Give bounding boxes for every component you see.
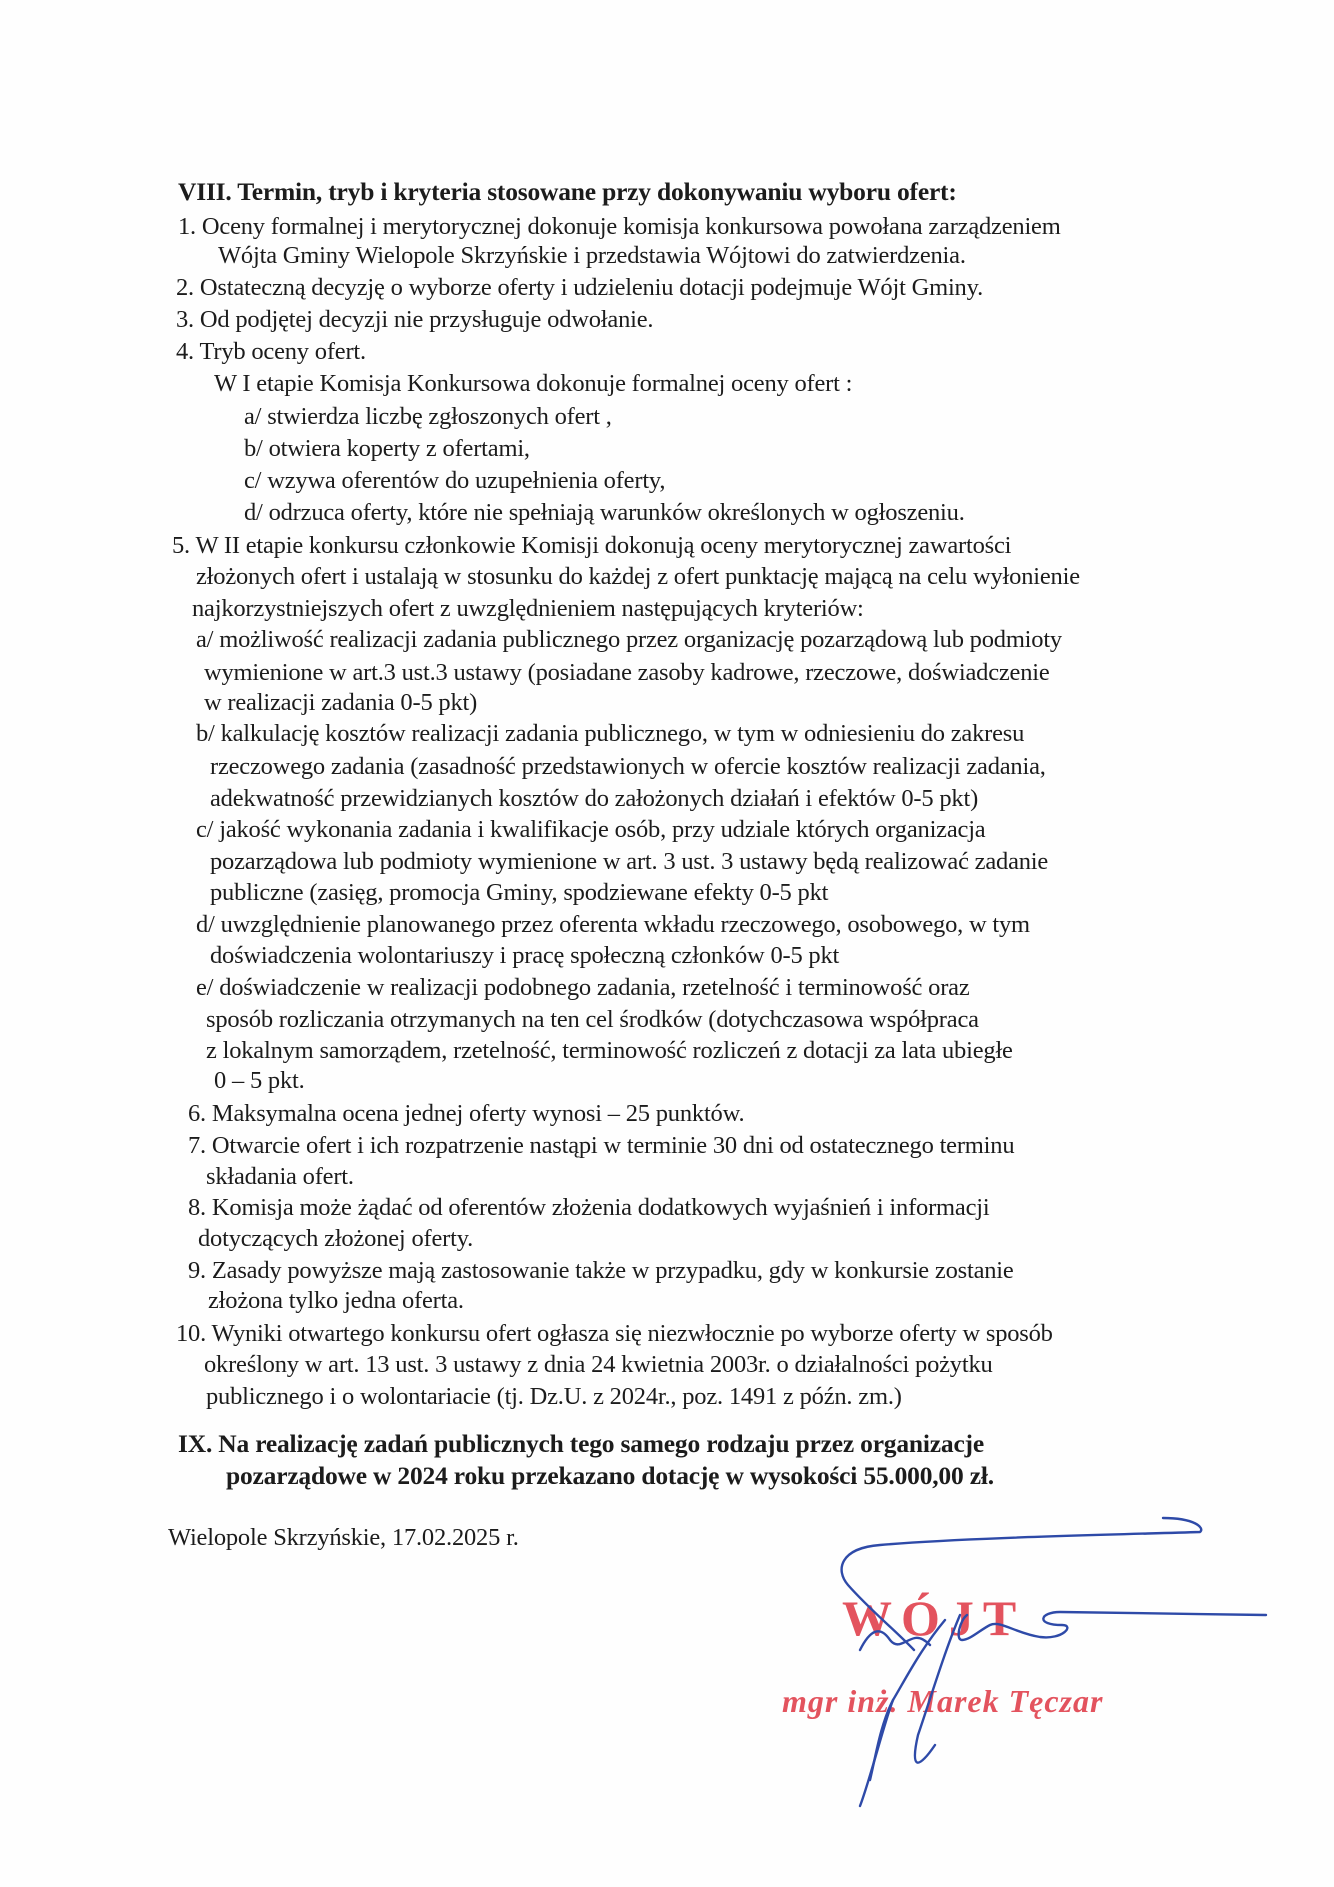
text-line: Wójta Gminy Wielopole Skrzyńskie i przedstawia Wójtowi do zatwierdzenia. — [218, 242, 966, 269]
text-line: 5. W II etapie konkursu członkowie Komisji dokonują oceny merytorycznej zawartości — [172, 532, 1012, 559]
text-line: najkorzystniejszych ofert z uwzględnieniem następujących kryteriów: — [192, 595, 864, 622]
text-line: publiczne (zasięg, promocja Gminy, spodziewane efekty 0-5 pkt — [210, 879, 829, 906]
text-line: publicznego i o wolontariacie (tj. Dz.U. z 2024r., poz. 1491 z późn. zm.) — [206, 1383, 902, 1410]
text-line: składania ofert. — [206, 1163, 354, 1190]
text-line: a/ stwierdza liczbę zgłoszonych ofert , — [244, 403, 612, 430]
text-line: złożona tylko jedna oferta. — [208, 1287, 464, 1314]
text-line: określony w art. 13 ust. 3 ustawy z dnia 24 kwietnia 2003r. o działalności pożytku — [204, 1351, 993, 1378]
stamp-title: WÓJT — [842, 1590, 1026, 1646]
text-line: złożonych ofert i ustalają w stosunku do każdej z ofert punktację mającą na celu wyłonienie — [196, 563, 1080, 590]
stamp-name: mgr inż. Marek Tęczar — [782, 1683, 1104, 1719]
text-line: pozarządowa lub podmioty wymienione w art. 3 ust. 3 ustawy będą realizować zadanie — [210, 848, 1049, 875]
text-line: z lokalnym samorządem, rzetelność, terminowość rozliczeń z dotacji za lata ubiegłe — [206, 1037, 1013, 1064]
text-line: c/ wzywa oferentów do uzupełnienia oferty, — [244, 467, 666, 494]
text-line: d/ uwzględnienie planowanego przez oferenta wkładu rzeczowego, osobowego, w tym — [196, 911, 1030, 938]
text-line: d/ odrzuca oferty, które nie spełniają warunków określonych w ogłoszeniu. — [244, 499, 965, 526]
text-line: 10. Wyniki otwartego konkursu ofert ogłasza się niezwłocznie po wyborze oferty w sposób — [176, 1320, 1053, 1347]
text-line: c/ jakość wykonania zadania i kwalifikacje osób, przy udziale których organizacja — [196, 816, 986, 843]
text-line: dotyczących złożonej oferty. — [198, 1225, 474, 1252]
text-line: w realizacji zadania 0-5 pkt) — [204, 689, 478, 716]
text-line: b/ kalkulację kosztów realizacji zadania publicznego, w tym w odniesieniu do zakresu — [196, 720, 1025, 747]
text-line: 2. Ostateczną decyzję o wyborze oferty i udzieleniu dotacji podejmuje Wójt Gminy. — [176, 274, 983, 301]
section-ix-line: IX. Na realizację zadań publicznych tego samego rodzaju przez organizacje — [178, 1429, 984, 1458]
text-line: rzeczowego zadania (zasadność przedstawionych w ofercie kosztów realizacji zadania, — [210, 753, 1046, 780]
text-line: a/ możliwość realizacji zadania publicznego przez organizację pozarządową lub podmioty — [196, 626, 1062, 653]
text-line: 4. Tryb oceny ofert. — [176, 338, 366, 365]
text-line: 3. Od podjętej decyzji nie przysługuje odwołanie. — [176, 306, 654, 333]
place-and-date: Wielopole Skrzyńskie, 17.02.2025 r. — [168, 1524, 519, 1551]
text-line: 1. Oceny formalnej i merytorycznej dokonuje komisja konkursowa powołana zarządzeniem — [178, 213, 1061, 240]
text-line: sposób rozliczania otrzymanych na ten cel środków (dotychczasowa współpraca — [206, 1006, 979, 1033]
text-line: 0 – 5 pkt. — [214, 1067, 305, 1094]
text-line: 9. Zasady powyższe mają zastosowanie także w przypadku, gdy w konkursie zostanie — [188, 1257, 1014, 1284]
section-viii-heading: VIII. Termin, tryb i kryteria stosowane przy dokonywaniu wyboru ofert: — [178, 177, 957, 206]
text-line: 6. Maksymalna ocena jednej oferty wynosi – 25 punktów. — [188, 1100, 745, 1127]
text-line: adekwatność przewidzianych kosztów do założonych działań i efektów 0-5 pkt) — [210, 785, 979, 812]
text-line: e/ doświadczenie w realizacji podobnego zadania, rzetelność i terminowość oraz — [196, 974, 970, 1001]
text-line: 8. Komisja może żądać od oferentów złożenia dodatkowych wyjaśnień i informacji — [188, 1194, 990, 1221]
text-line: 7. Otwarcie ofert i ich rozpatrzenie nastąpi w terminie 30 dni od ostatecznego terminu — [188, 1132, 1015, 1159]
text-line: wymienione w art.3 ust.3 ustawy (posiadane zasoby kadrowe, rzeczowe, doświadczenie — [204, 659, 1050, 686]
text-line: b/ otwiera koperty z ofertami, — [244, 435, 530, 462]
text-line: W I etapie Komisja Konkursowa dokonuje formalnej oceny ofert : — [214, 370, 853, 397]
text-line: doświadczenia wolontariuszy i pracę społeczną członków 0-5 pkt — [210, 942, 840, 969]
section-ix-line: pozarządowe w 2024 roku przekazano dotację w wysokości 55.000,00 zł. — [226, 1461, 994, 1490]
